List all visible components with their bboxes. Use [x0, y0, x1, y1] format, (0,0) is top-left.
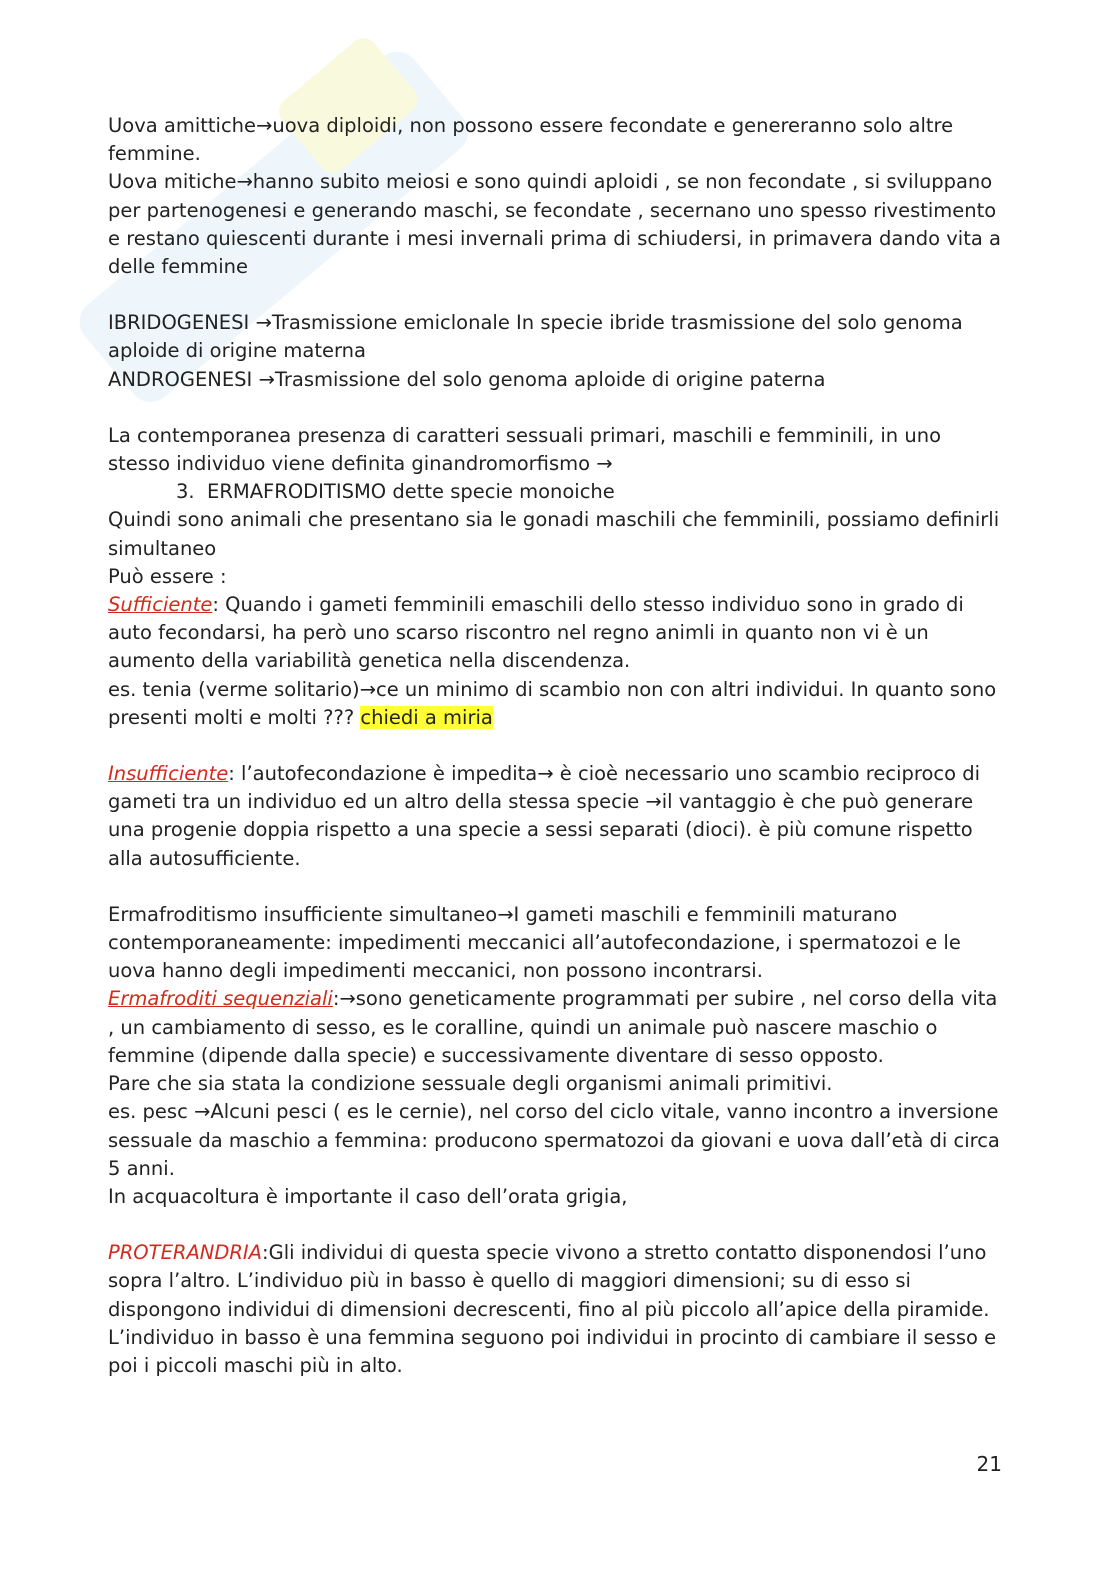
arrow-icon: → [497, 902, 514, 926]
list-number: 3. [176, 480, 195, 504]
arrow-icon: → [645, 790, 662, 814]
arrow-icon: → [236, 170, 253, 194]
paragraph-organismi-primitivi: Pare che sia stata la condizione sessuale degli organismi animali primitivi. [108, 1072, 833, 1096]
page-number: 21 [976, 1452, 1002, 1476]
paragraph-ermafroditismo-simultaneo: Ermafroditismo insufficiente simultaneo→I gameti maschili e femminili maturano contemporaneamente: impedimenti meccanici all’autofecondazione, i spermatozoi e le uova hanno degli impedimenti meccanici, non possono incontrarsi. [108, 902, 961, 983]
term-sufficiente: Sufficiente [108, 593, 213, 617]
paragraph-gonadi: Quindi sono animali che presentano sia le gonadi maschili che femminili, possiamo definirli simultaneo [108, 508, 1000, 560]
paragraph-uova-amittiche: Uova amittiche→uova diploidi, non possono essere fecondate e genereranno solo altre femmine. [108, 114, 954, 166]
paragraph-acquacoltura: In acquacoltura è importante il caso dell’orata grigia, [108, 1184, 628, 1208]
paragraph-tenia: es. tenia (verme solitario)→ce un minimo di scambio non con altri individui. In quanto sono presenti molti e molti ??? chiedi a miria [108, 677, 997, 729]
arrow-icon: → [255, 311, 272, 335]
paragraph-insufficiente: Insufficiente: l’autofecondazione è impedita→ è cioè necessario uno scambio reciproco di gameti tra un individuo ed un altro della stessa specie →il vantaggio è che può generare una progenie doppia rispetto a una specie a sessi separati (dioci). è più comune rispetto alla autosufficiente. [108, 762, 981, 870]
term-ermafroditi-sequenziali: Ermafroditi sequenziali [108, 987, 333, 1011]
paragraph-androgenesi: ANDROGENESI →Trasmissione del solo genoma aploide di origine paterna [108, 367, 826, 391]
term-insufficiente: Insufficiente [108, 762, 229, 786]
paragraph-puo-essere: Può essere : [108, 564, 227, 588]
arrow-icon: → [194, 1100, 211, 1124]
arrow-icon: → [258, 367, 275, 391]
paragraph-uova-mitiche: Uova mitiche→hanno subito meiosi e sono quindi aploidi , se non fecondate , si sviluppano per partenogenesi e generando maschi, se fecondate , secernano uno spesso rivestimento e restano quiescenti durante i mesi invernali prima di schiudersi, in primavera dando vita a delle femmine [108, 170, 1001, 279]
arrow-icon: → [537, 762, 554, 786]
paragraph-sufficiente: Sufficiente: Quando i gameti femminili emaschili dello stesso individuo sono in grado di auto fecondarsi, ha però uno scarso riscontro nel regno animli in quanto non vi è un aumento della variabilità genetica nella discendenza. [108, 593, 964, 673]
paragraph-ibridogenesi: IBRIDOGENESI →Trasmissione emiclonale In specie ibride trasmissione del solo genoma aploide di origine materna [108, 311, 963, 363]
arrow-icon: → [339, 987, 356, 1011]
paragraph-proterandria: PROTERANDRIA:Gli individui di questa specie vivono a stretto contatto disponendosi l’uno sopra l’altro. L’individuo più in basso è quello di maggiori dimensioni; su di esso si dispongono individui di dimensioni decrescenti, fino al più piccolo all’apice della piramide. L’individuo in basso è una femmina seguono poi individui in procinto di cambiare il sesso e poi i piccoli maschi più in alto. [108, 1241, 997, 1377]
highlighted-note: chiedi a miria [360, 705, 493, 729]
document-body [108, 112, 1008, 1380]
paragraph-ginandromorfismo: La contemporanea presenza di caratteri sessuali primari, maschili e femminili, in uno stesso individuo viene definita ginandromorfismo → [108, 423, 941, 476]
arrow-icon: → [596, 452, 613, 476]
term-proterandria: PROTERANDRIA [108, 1241, 263, 1265]
arrow-icon: → [256, 114, 273, 137]
paragraph-pesci: es. pesc →Alcuni pesci ( es le cernie), nel corso del ciclo vitale, vanno incontro a inversione sessuale da maschio a femmina: producono spermatozoi da giovani e uova dall’età di circa 5 anni. [108, 1100, 1000, 1180]
list-item-ermafroditismo: 3. ERMAFRODITISMO dette specie monoiche [176, 480, 615, 504]
paragraph-ermafroditi-sequenziali: Ermafroditi sequenziali:→sono geneticamente programmati per subire , nel corso della vita , un cambiamento di sesso, es le coralline, quindi un animale può nascere maschio o femmine (dipende dalla specie) e successivamente diventare di sesso opposto. [108, 987, 998, 1067]
arrow-icon: → [359, 677, 376, 701]
